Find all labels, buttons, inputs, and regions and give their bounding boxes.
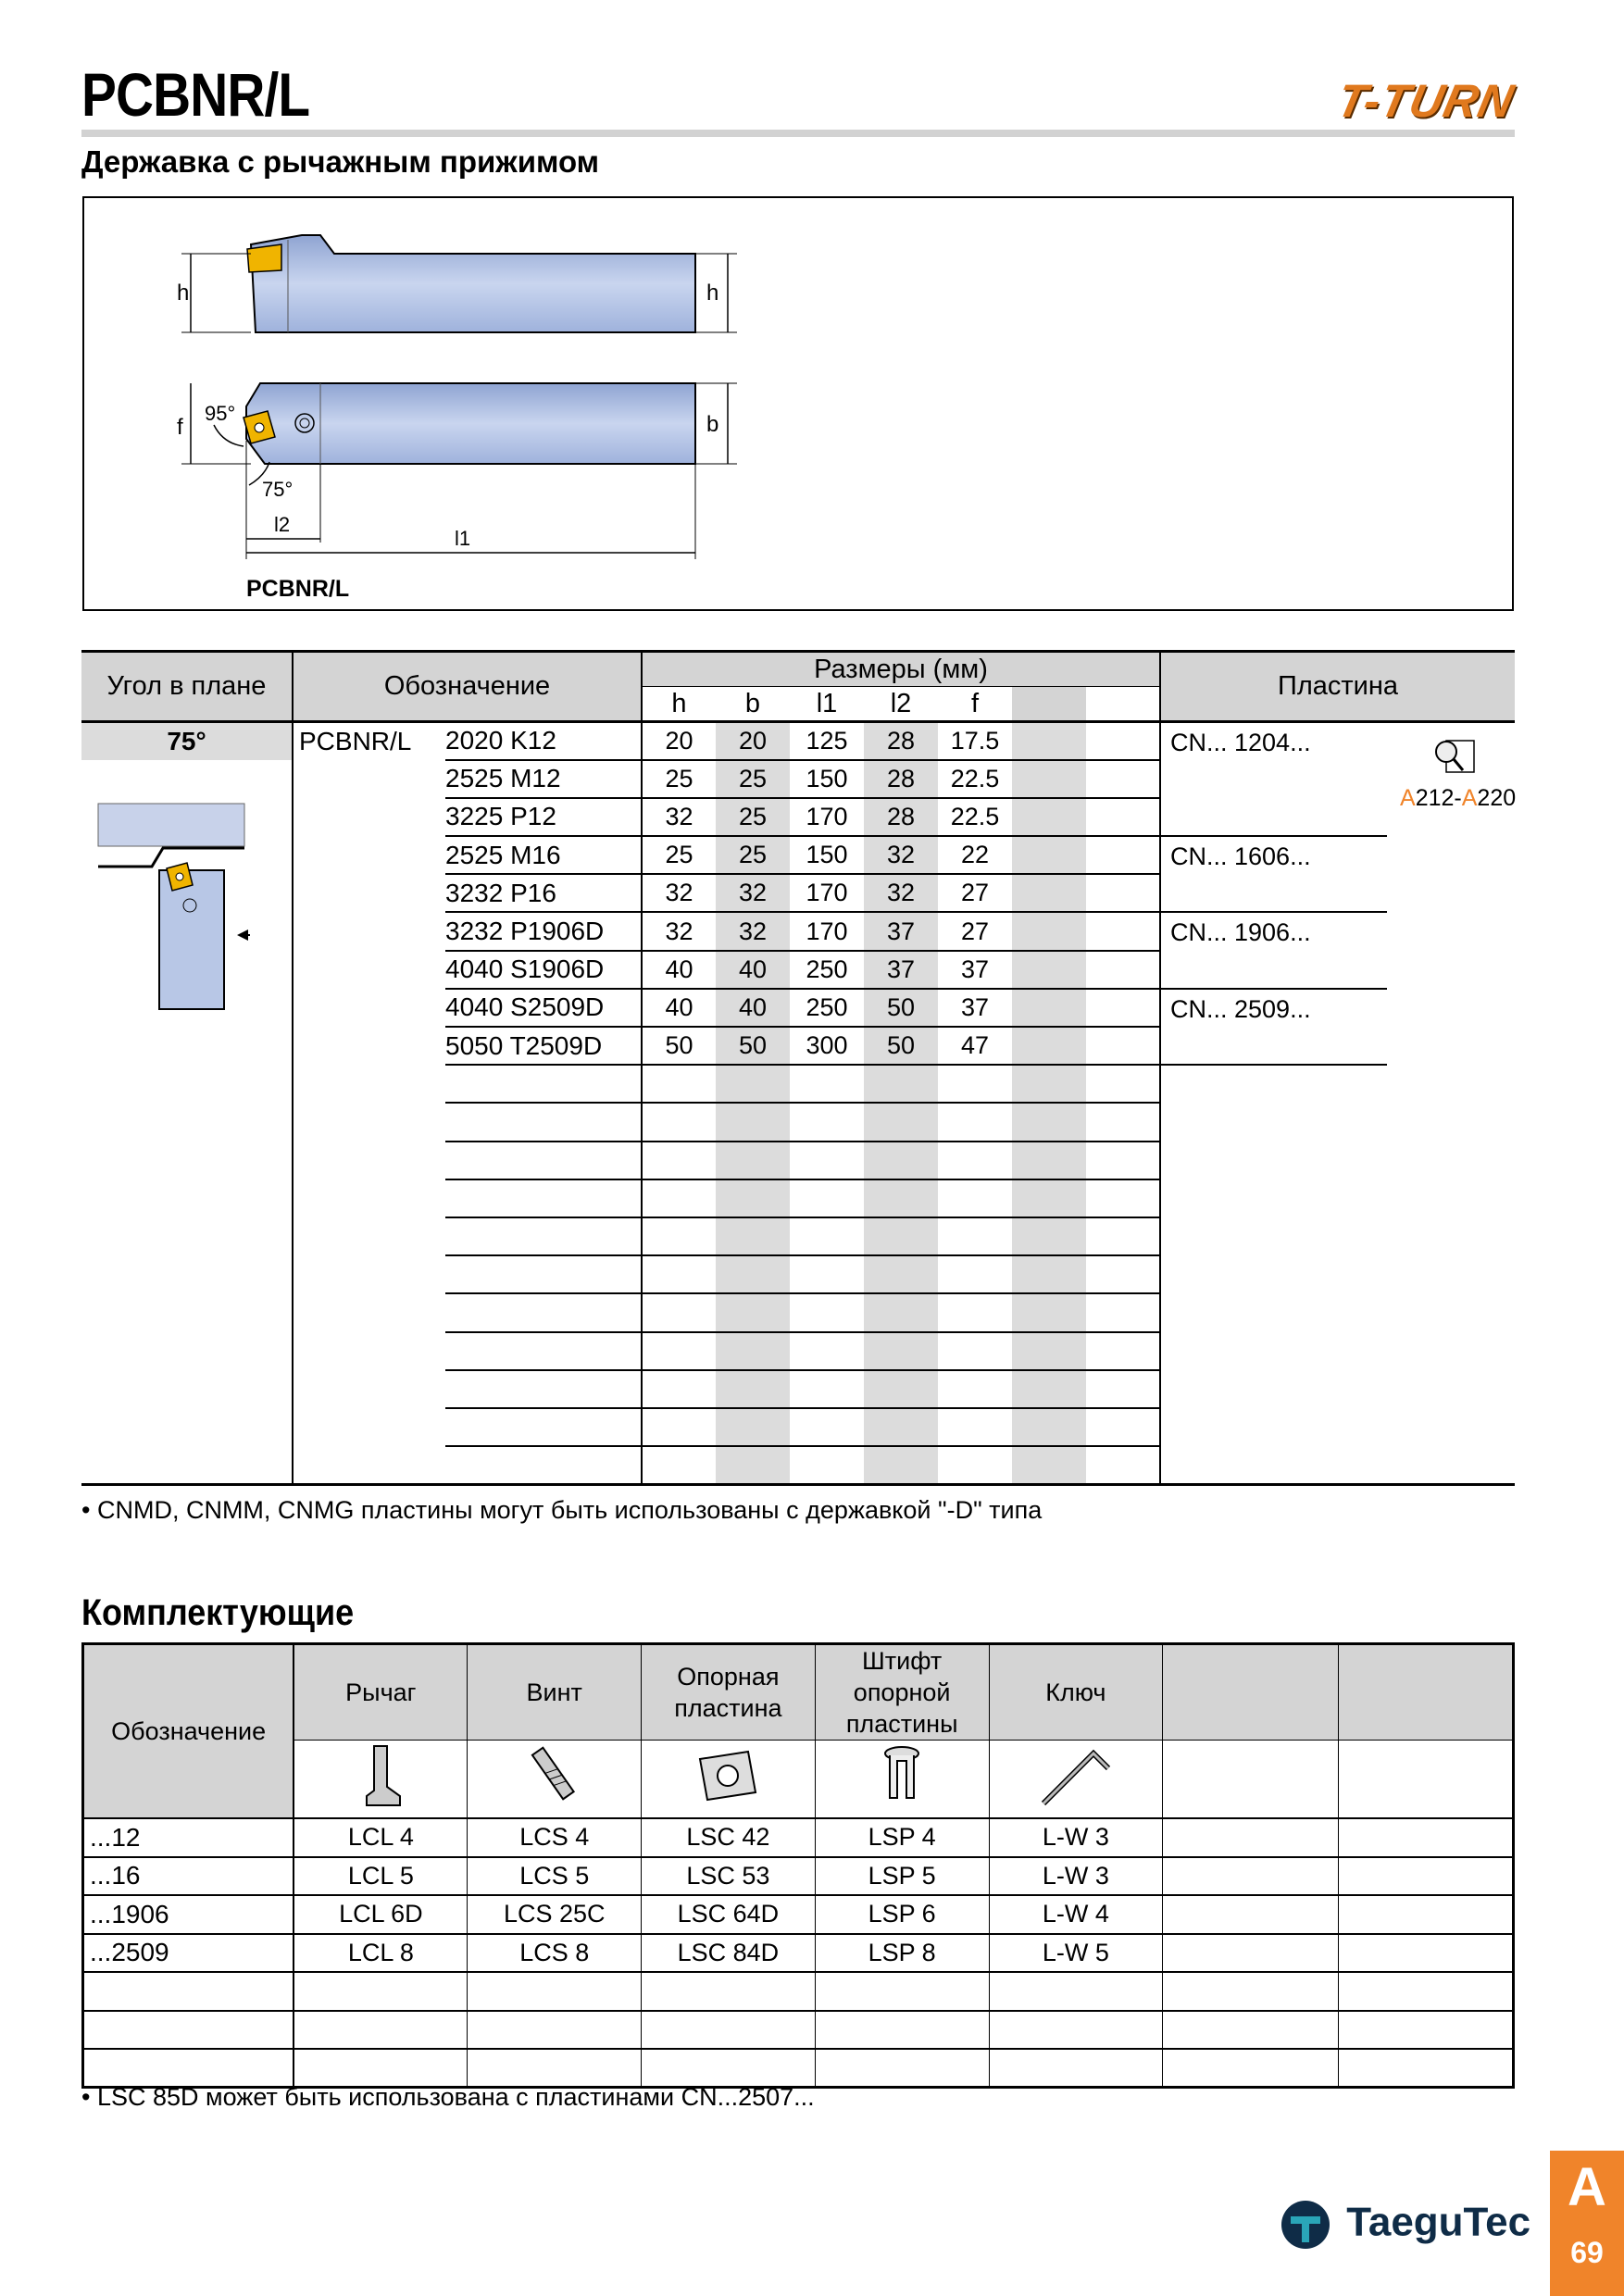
dim-head-f: f (938, 687, 1012, 722)
dim-l2 (864, 1179, 938, 1217)
dim-h: 25 (642, 760, 716, 798)
dim-head-l2: l2 (864, 687, 938, 722)
dim-f (938, 1217, 1012, 1255)
dim-l2 (864, 1370, 938, 1408)
accessory-part: LCS 8 (468, 1934, 642, 1973)
dim-f: 22 (938, 836, 1012, 874)
dim-h (642, 1446, 716, 1484)
accessory-part (815, 2011, 989, 2050)
dim-h (642, 1065, 716, 1103)
accessory-part (989, 1972, 1163, 2011)
accessory-designation (83, 1972, 294, 2011)
dim-head-l1: l1 (790, 687, 864, 722)
dim-h: 50 (642, 1027, 716, 1065)
accessory-row (83, 1895, 1514, 1934)
dim-h (642, 1217, 716, 1255)
tool-drawing (84, 198, 1512, 609)
angle-value: 75° (81, 722, 293, 760)
dim-h (642, 1255, 716, 1293)
accessory-part: LCL 8 (294, 1934, 468, 1973)
dim-f (938, 1370, 1012, 1408)
accessory-part: LSP 5 (815, 1857, 989, 1896)
dim-l1: l1 (455, 527, 471, 550)
accessory-part (468, 2049, 642, 2088)
dim-l2 (864, 1293, 938, 1331)
accessory-part: LSC 53 (642, 1857, 816, 1896)
accessory-row (83, 1857, 1514, 1896)
dim-h (642, 1408, 716, 1446)
dim-h-left: h (177, 281, 190, 306)
dim-b (716, 1446, 790, 1484)
dim-b (716, 1255, 790, 1293)
designation-code: 3225 P12 (445, 798, 642, 836)
dim-h (642, 1179, 716, 1217)
dim-l1 (790, 1446, 864, 1484)
accessories-title: Комплектующие (81, 1592, 355, 1633)
dim-l2: 37 (864, 951, 938, 989)
dim-l2: 37 (864, 912, 938, 950)
dim-l2 (864, 1217, 938, 1255)
accessory-row (83, 1972, 1514, 2011)
designation-code: 4040 S2509D (445, 989, 642, 1027)
acc-col-designation: Обозначение (83, 1644, 294, 1819)
dim-l1: 150 (790, 760, 864, 798)
note-d-type: • CNMD, CNMM, CNMG пластины могут быть использованы с державкой "-D" типа (81, 1496, 1043, 1524)
dim-f (938, 1065, 1012, 1103)
acc-col-key: Ключ (989, 1644, 1163, 1741)
dim-h: 25 (642, 836, 716, 874)
dim-l2 (864, 1142, 938, 1179)
holder-row (81, 722, 1515, 760)
accessory-part: LCS 4 (468, 1818, 642, 1857)
accessory-part: LSP 8 (815, 1934, 989, 1973)
dim-l2 (864, 1446, 938, 1484)
acc-col-shim-pin: Штифт опорной пластины (815, 1644, 989, 1741)
shim-icon (642, 1741, 816, 1819)
note-lsc85d: • LSC 85D может быть использована с пластинами CN...2507... (81, 2083, 815, 2111)
dim-b (716, 1370, 790, 1408)
designation-code (445, 1179, 642, 1217)
accessory-designation (83, 2049, 294, 2088)
accessory-part (1338, 2049, 1513, 2088)
accessory-row (83, 2011, 1514, 2050)
designation-code: 3232 P16 (445, 874, 642, 912)
accessory-part: LCS 5 (468, 1857, 642, 1896)
designation-code (445, 1142, 642, 1179)
dim-f: f (177, 415, 183, 440)
dim-l1 (790, 1370, 864, 1408)
designation-code: 5050 T2509D (445, 1027, 642, 1065)
page-number: 69 (1570, 2236, 1604, 2269)
insert-value: CN... 2509... (1160, 989, 1387, 1065)
dim-l1: 170 (790, 798, 864, 836)
accessory-part: L-W 5 (989, 1934, 1163, 1973)
accessory-part: LSC 42 (642, 1818, 816, 1857)
dim-b: 25 (716, 760, 790, 798)
accessory-part (294, 1972, 468, 2011)
holder-table (81, 650, 1515, 1486)
accessory-part: LCL 6D (294, 1895, 468, 1934)
acc-col-screw: Винт (468, 1644, 642, 1741)
dim-head-b: b (716, 687, 790, 722)
col-designation: Обозначение (293, 652, 642, 722)
dim-b: 25 (716, 836, 790, 874)
accessory-part (642, 1972, 816, 2011)
dim-f: 22.5 (938, 798, 1012, 836)
designation-code: 2020 K12 (445, 722, 642, 760)
col-dims: Размеры (мм) (642, 652, 1160, 687)
accessory-part (642, 2011, 816, 2050)
accessory-part (1163, 1818, 1338, 1857)
accessory-part (815, 2049, 989, 2088)
accessory-row (83, 1818, 1514, 1857)
accessory-part (1163, 2011, 1338, 2050)
dim-b (716, 1293, 790, 1331)
page-title: PCBNR/L (81, 60, 310, 129)
dim-f: 27 (938, 874, 1012, 912)
company-logo (1278, 2198, 1530, 2252)
accessory-part: LSC 64D (642, 1895, 816, 1934)
dim-b (716, 1142, 790, 1179)
dim-h: 32 (642, 912, 716, 950)
dim-b (716, 1217, 790, 1255)
accessory-part: L-W 3 (989, 1818, 1163, 1857)
title-rule (81, 130, 1515, 137)
page-subtitle: Державка с рычажным прижимом (81, 144, 600, 179)
accessory-row (83, 1934, 1514, 1973)
dim-l2: 32 (864, 874, 938, 912)
designation-code: 3232 P1906D (445, 912, 642, 950)
dim-l1: 250 (790, 989, 864, 1027)
dim-h (642, 1103, 716, 1141)
insert-value: CN... 1606... (1160, 836, 1387, 912)
accessory-part: LCL 5 (294, 1857, 468, 1896)
accessory-part (815, 1972, 989, 2011)
dim-b: 50 (716, 1027, 790, 1065)
dim-l2: 50 (864, 1027, 938, 1065)
dim-l2 (864, 1255, 938, 1293)
dim-h: 40 (642, 989, 716, 1027)
dim-h: 32 (642, 874, 716, 912)
dim-l1 (790, 1065, 864, 1103)
accessory-part (1338, 2011, 1513, 2050)
dim-h: 32 (642, 798, 716, 836)
designation-code (445, 1332, 642, 1370)
accessory-part: L-W 3 (989, 1857, 1163, 1896)
company-name: TaeguTec (1346, 2199, 1531, 2245)
designation-code: 2525 M16 (445, 836, 642, 874)
accessory-part (1338, 1895, 1513, 1934)
dim-b: 32 (716, 874, 790, 912)
designation-code: 4040 S1906D (445, 951, 642, 989)
dim-b: 40 (716, 989, 790, 1027)
dim-f (938, 1255, 1012, 1293)
key-icon (989, 1741, 1163, 1819)
dim-l2 (864, 1103, 938, 1141)
dim-b (716, 1179, 790, 1217)
dim-l2 (864, 1332, 938, 1370)
accessory-part (468, 2011, 642, 2050)
dim-l2: l2 (274, 513, 291, 536)
dim-b (716, 1408, 790, 1446)
col-insert: Пластина (1277, 671, 1399, 701)
shim-pin-icon (815, 1741, 989, 1819)
dim-f (938, 1293, 1012, 1331)
accessory-designation: ...16 (83, 1857, 294, 1896)
designation-code (445, 1103, 642, 1141)
accessory-part (294, 2011, 468, 2050)
dim-l2: 28 (864, 760, 938, 798)
dim-head-h: h (642, 687, 716, 722)
accessory-part: LSP 4 (815, 1818, 989, 1857)
dim-l1: 170 (790, 912, 864, 950)
accessory-part (1163, 1895, 1338, 1934)
dim-l1: 125 (790, 722, 864, 760)
dim-b (716, 1065, 790, 1103)
designation-prefix: PCBNR/L (299, 727, 412, 755)
accessory-designation: ...1906 (83, 1895, 294, 1934)
accessory-part: LSP 6 (815, 1895, 989, 1934)
catalog-reference-icon[interactable] (1426, 737, 1481, 780)
tool-diagram (82, 196, 1514, 611)
dim-l1 (790, 1142, 864, 1179)
dim-l2 (864, 1065, 938, 1103)
dim-b (716, 1332, 790, 1370)
accessory-part: L-W 4 (989, 1895, 1163, 1934)
accessory-part: LCL 4 (294, 1818, 468, 1857)
page-tab (1550, 2151, 1624, 2296)
accessory-designation: ...12 (83, 1818, 294, 1857)
designation-code (445, 1408, 642, 1446)
dim-b: 32 (716, 912, 790, 950)
dim-l1 (790, 1179, 864, 1217)
dim-l1 (790, 1217, 864, 1255)
dim-b: 20 (716, 722, 790, 760)
brand-logo: T-TURN (1332, 75, 1519, 127)
accessory-designation (83, 2011, 294, 2050)
accessory-part: LCS 25C (468, 1895, 642, 1934)
dim-l1: 170 (790, 874, 864, 912)
dim-h (642, 1293, 716, 1331)
dim-f (938, 1103, 1012, 1141)
accessory-part: LSC 84D (642, 1934, 816, 1973)
accessory-part (1163, 1934, 1338, 1973)
catalog-reference[interactable]: A212-A220 (1400, 785, 1517, 811)
dim-f (938, 1142, 1012, 1179)
accessory-part (294, 2049, 468, 2088)
accessory-part (1338, 1972, 1513, 2011)
dim-h: 20 (642, 722, 716, 760)
dim-f (938, 1446, 1012, 1484)
accessory-part (1338, 1818, 1513, 1857)
dim-b: 25 (716, 798, 790, 836)
designation-code (445, 1446, 642, 1484)
dim-h: 40 (642, 951, 716, 989)
dim-f (938, 1179, 1012, 1217)
dim-l1 (790, 1293, 864, 1331)
dim-f (938, 1408, 1012, 1446)
dim-f: 27 (938, 912, 1012, 950)
dim-f: 47 (938, 1027, 1012, 1065)
accessory-part (1338, 1934, 1513, 1973)
angle-75: 75° (262, 478, 294, 501)
dim-l2 (864, 1408, 938, 1446)
dim-l1: 150 (790, 836, 864, 874)
dim-b (716, 1103, 790, 1141)
dim-l1 (790, 1408, 864, 1446)
dim-l1 (790, 1332, 864, 1370)
holder-sketch (93, 796, 250, 1014)
side-view (181, 235, 737, 332)
accessory-part (468, 1972, 642, 2011)
accessory-designation: ...2509 (83, 1934, 294, 1973)
designation-code (445, 1065, 642, 1103)
accessory-part (1338, 1857, 1513, 1896)
dim-h (642, 1332, 716, 1370)
accessory-part (1163, 1857, 1338, 1896)
designation-code (445, 1255, 642, 1293)
designation-code (445, 1370, 642, 1408)
dim-l2: 28 (864, 722, 938, 760)
accessories-table (81, 1642, 1515, 2089)
dim-l2: 50 (864, 989, 938, 1027)
company-logo-icon (1278, 2198, 1335, 2252)
dim-b: 40 (716, 951, 790, 989)
dim-b: b (706, 412, 719, 437)
dim-f: 17.5 (938, 722, 1012, 760)
diagram-caption: PCBNR/L (246, 576, 350, 602)
lever-icon (294, 1741, 468, 1819)
dim-l2: 32 (864, 836, 938, 874)
dim-l1: 250 (790, 951, 864, 989)
dim-f: 22.5 (938, 760, 1012, 798)
dim-l1: 300 (790, 1027, 864, 1065)
accessory-part (642, 2049, 816, 2088)
dim-f: 37 (938, 951, 1012, 989)
designation-code: 2525 M12 (445, 760, 642, 798)
dim-l2: 28 (864, 798, 938, 836)
dim-h (642, 1142, 716, 1179)
accessory-part (989, 2049, 1163, 2088)
angle-95: 95° (205, 402, 236, 425)
dim-h-right: h (706, 281, 719, 306)
dim-l1 (790, 1255, 864, 1293)
screw-icon (468, 1741, 642, 1819)
section-letter: A (1568, 2157, 1606, 2217)
col-angle: Угол в плане (81, 652, 293, 722)
accessory-row (83, 2049, 1514, 2088)
dim-l1 (790, 1103, 864, 1141)
dim-f: 37 (938, 989, 1012, 1027)
accessory-part (1163, 1972, 1338, 2011)
acc-col-lever: Рычаг (294, 1644, 468, 1741)
insert-value: CN... 1204... (1160, 722, 1387, 837)
accessory-part (1163, 2049, 1338, 2088)
accessory-part (989, 2011, 1163, 2050)
acc-col-shim: Опорная пластина (642, 1644, 816, 1741)
designation-code (445, 1293, 642, 1331)
dim-h (642, 1370, 716, 1408)
designation-code (445, 1217, 642, 1255)
dim-f (938, 1332, 1012, 1370)
insert-value: CN... 1906... (1160, 912, 1387, 988)
